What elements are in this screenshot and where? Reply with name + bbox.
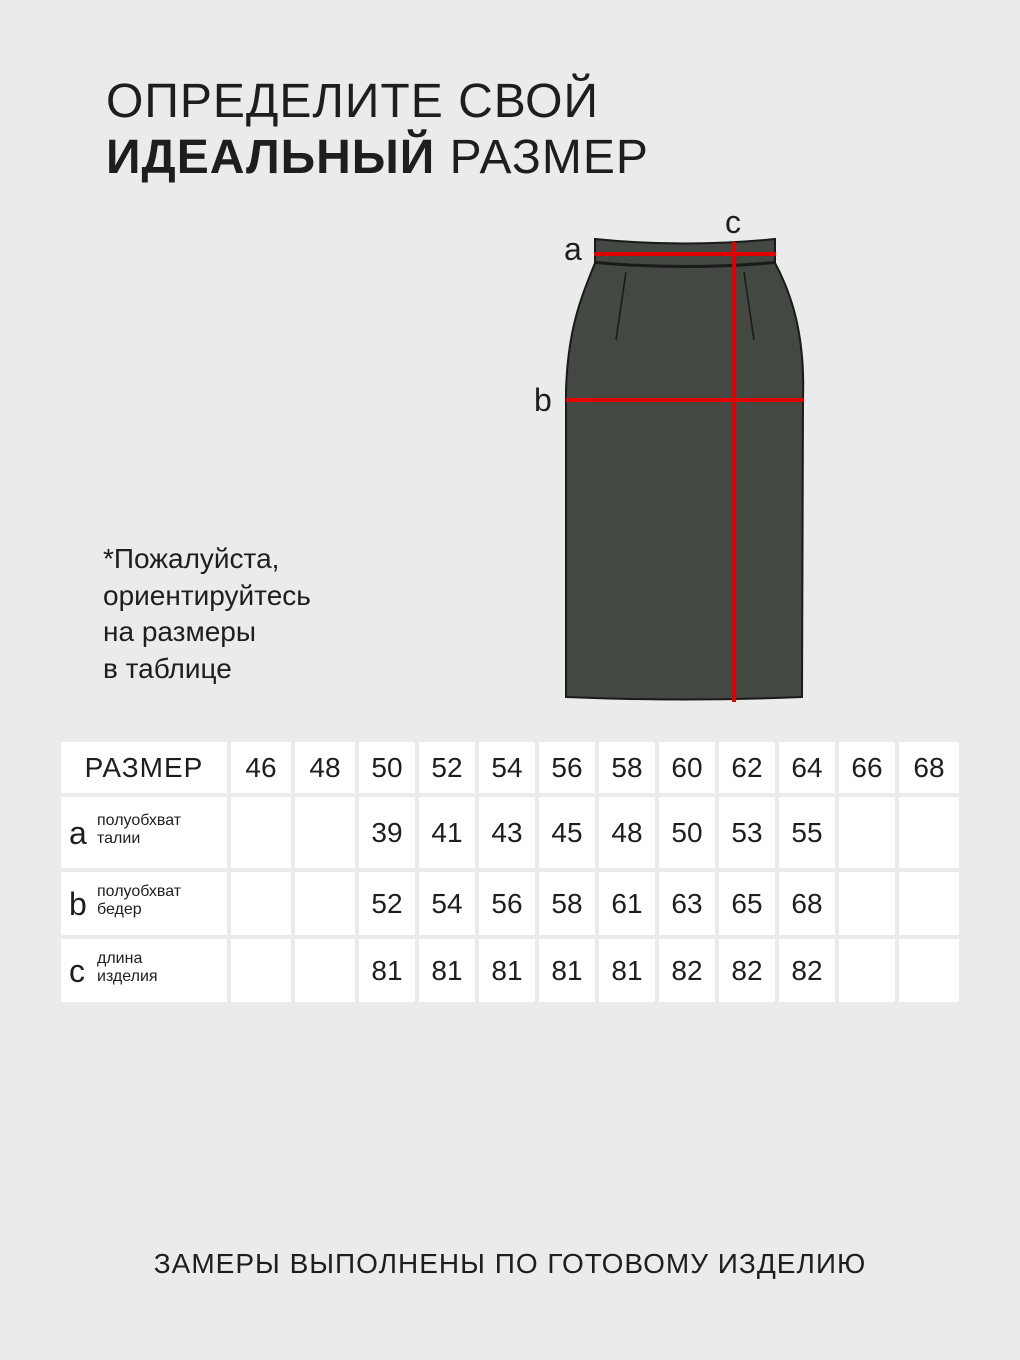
value-cell: 50 (659, 797, 715, 868)
value-cell (295, 939, 355, 1002)
value-cell: 41 (419, 797, 475, 868)
skirt-diagram (520, 200, 840, 720)
page-title (106, 74, 649, 186)
size-cell: 50 (359, 742, 415, 793)
table-row-length (61, 939, 959, 1002)
size-cell: 58 (599, 742, 655, 793)
value-cell (231, 939, 291, 1002)
label-b: b (534, 382, 552, 418)
size-cell: 60 (659, 742, 715, 793)
row-label-cell (61, 872, 227, 935)
row-letter: c (69, 952, 85, 989)
value-cell (899, 939, 959, 1002)
value-cell: 81 (419, 939, 475, 1002)
table-row-hips (61, 872, 959, 935)
row-description (97, 812, 181, 848)
value-cell: 54 (419, 872, 475, 935)
value-cell: 82 (659, 939, 715, 1002)
value-cell (839, 872, 895, 935)
value-cell (231, 872, 291, 935)
value-cell (839, 939, 895, 1002)
value-cell (295, 872, 355, 935)
value-cell: 68 (779, 872, 835, 935)
table-row-waist (61, 797, 959, 868)
value-cell: 81 (479, 939, 535, 1002)
size-cell: 62 (719, 742, 775, 793)
title-line-1: ОПРЕДЕЛИТЕ СВОЙ (106, 75, 599, 128)
value-cell: 53 (719, 797, 775, 868)
label-c: c (725, 204, 741, 240)
value-cell (899, 872, 959, 935)
value-cell: 56 (479, 872, 535, 935)
skirt-illustration (520, 200, 840, 720)
value-cell: 82 (779, 939, 835, 1002)
row-desc-line2: талии (97, 829, 141, 847)
row-label (61, 949, 227, 989)
value-cell: 52 (359, 872, 415, 935)
value-cell: 61 (599, 872, 655, 935)
value-cell (899, 797, 959, 868)
label-a: a (564, 231, 582, 267)
row-desc-line1: длина (97, 949, 143, 967)
size-cell: 54 (479, 742, 535, 793)
value-cell: 48 (599, 797, 655, 868)
row-letter: a (69, 814, 87, 851)
table-header-row (61, 742, 959, 793)
title-line-2 (106, 130, 649, 186)
size-table (57, 738, 963, 1006)
footer-note: ЗАМЕРЫ ВЫПОЛНЕНЫ ПО ГОТОВОМУ ИЗДЕЛИЮ (153, 1248, 867, 1279)
row-desc-line1: полуобхват (97, 882, 182, 900)
value-cell: 81 (359, 939, 415, 1002)
size-note: *Пожалуйста, ориентируйтесь на размеры в таблице (103, 543, 311, 684)
value-cell (839, 797, 895, 868)
value-cell: 58 (539, 872, 595, 935)
skirt-body (566, 263, 803, 700)
value-cell: 55 (779, 797, 835, 868)
row-letter: b (69, 885, 87, 922)
value-cell: 81 (599, 939, 655, 1002)
title-rest: РАЗМЕР (435, 131, 649, 184)
value-cell (231, 797, 291, 868)
value-cell: 63 (659, 872, 715, 935)
value-cell: 39 (359, 797, 415, 868)
size-cell: 52 (419, 742, 475, 793)
header-size-label: РАЗМЕР (61, 742, 227, 793)
row-label-cell (61, 797, 227, 868)
size-cell: 66 (839, 742, 895, 793)
row-desc-line2: изделия (97, 967, 158, 985)
row-label-cell (61, 939, 227, 1002)
value-cell (295, 797, 355, 868)
value-cell: 45 (539, 797, 595, 868)
title-bold-word: ИДЕАЛЬНЫЙ (106, 131, 436, 184)
size-cell: 56 (539, 742, 595, 793)
row-desc-line1: полуобхват (97, 811, 182, 829)
row-label (61, 811, 227, 851)
size-cell: 68 (899, 742, 959, 793)
size-cell: 48 (295, 742, 355, 793)
size-cell: 46 (231, 742, 291, 793)
value-cell: 43 (479, 797, 535, 868)
value-cell: 81 (539, 939, 595, 1002)
value-cell: 65 (719, 872, 775, 935)
row-description (97, 950, 158, 986)
row-label (61, 882, 227, 922)
row-desc-line2: бедер (97, 900, 142, 918)
size-cell: 64 (779, 742, 835, 793)
row-description (97, 883, 181, 919)
value-cell: 82 (719, 939, 775, 1002)
